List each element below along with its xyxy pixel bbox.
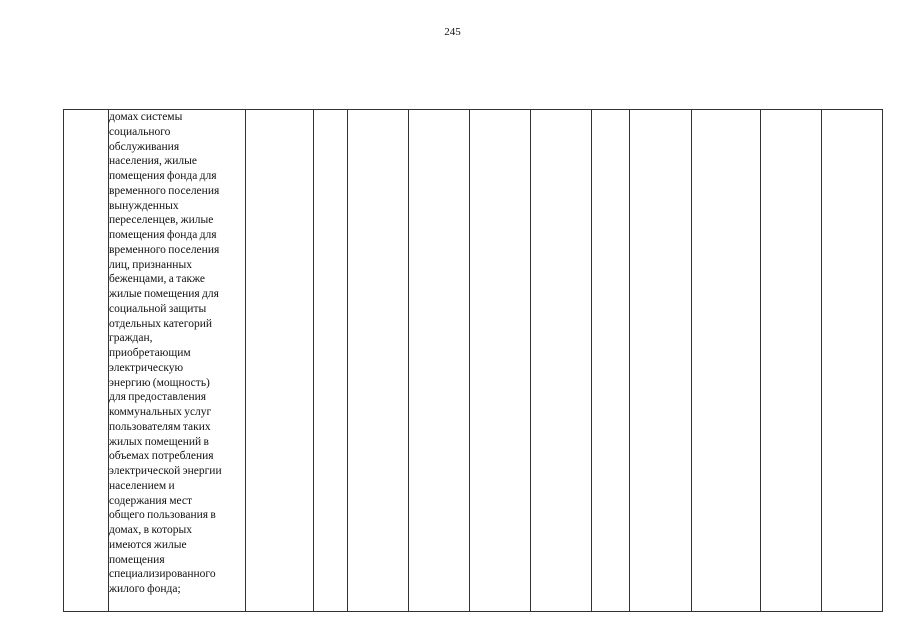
empty-cell	[592, 110, 630, 612]
table-row	[64, 110, 883, 612]
page-number: 245	[444, 26, 461, 38]
empty-cell	[470, 110, 531, 612]
empty-cell	[246, 110, 314, 612]
empty-cell	[409, 110, 470, 612]
empty-cell	[630, 110, 692, 612]
empty-cell	[761, 110, 822, 612]
empty-cell	[531, 110, 592, 612]
empty-cell	[822, 110, 883, 612]
empty-cell	[348, 110, 409, 612]
number-cell	[64, 110, 109, 612]
data-table	[63, 109, 883, 612]
empty-cell	[314, 110, 348, 612]
description-cell: домах системы социального обслуживания населения, жилые помещения фонда для временного поселения вынужденных переселенцев, жилые помещения фонда для временного поселения лиц, признанных беженцами, а также жилые помещения для социальной защиты отдельных категорий граждан, приобретающим электрическую энергию (мощность) для предоставления коммунальных услуг пользователям таких жилых помещений в объемах потребления электрической энергии населением и содержания мест общего пользования в домах, в которых имеются жилые помещения специализированного жилого фонда;	[109, 110, 246, 612]
empty-cell	[692, 110, 761, 612]
